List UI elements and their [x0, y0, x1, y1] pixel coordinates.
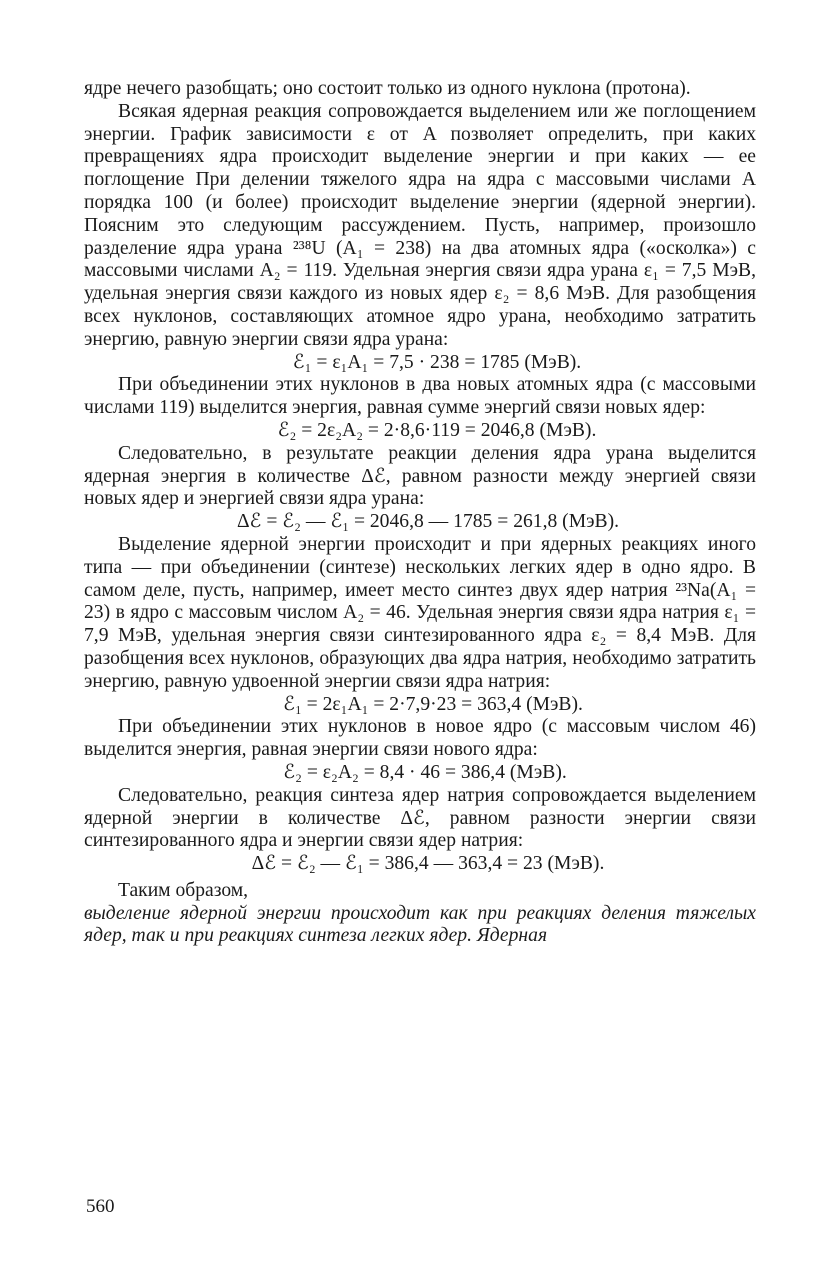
formula-3: Δℰ = ℰ₂ — ℰ₁ = 2046,8 — 1785 = 261,8 (МэВ).: [236, 511, 620, 533]
formula-1: ℰ₁ = ε₁A₁ = 7,5 · 238 = 1785 (МэВ).: [292, 351, 582, 373]
formula-2: ℰ₂ = 2ε₂A₂ = 2·8,6·119 = 2046,8 (МэВ).: [277, 419, 597, 441]
paragraph-3: При объединении этих нуклонов в два новых атомных ядра (с массовыми числами 119) выделится энергия, равная сумме энергий связи новых ядер:: [84, 374, 756, 419]
paragraph-8: Таким образом,: [118, 879, 249, 901]
paragraph-2: Всякая ядерная реакция сопровождается выделением или же поглощением энергии. График зависимости ε от A позволяет определить, при каких превращениях ядра происходит выделение энергии и при каких — ее поглощение При делении тяжелого ядра на ядра с массовыми числами A порядка 100 (и более) происходит выделение энергии (ядерной энергии). Поясним это следующим рассуждением. Пусть, например, произошло разделение ядра урана ²³⁸U (A₁ = 238) на два атомных ядра («осколка») с массовыми числами A₂ = 119. Удельная энергия связи ядра урана ε₁ = 7,5 МэВ, удельная энергия связи каждого из новых ядер ε₂ = 8,6 МэВ. Для разобщения всех нуклонов, составляющих атомное ядро урана, необходимо затратить энергию, равную энергии связи ядра урана:: [84, 100, 756, 350]
formula-6: Δℰ = ℰ₂ — ℰ₁ = 386,4 — 363,4 = 23 (МэВ).: [251, 853, 605, 875]
formula-4: ℰ₁ = 2ε₁A₁ = 2·7,9·23 = 363,4 (МэВ).: [283, 693, 583, 715]
paragraph-6: При объединении этих нуклонов в новое ядро (с массовым числом 46) выделится энергия, равная энергии связи нового ядра:: [84, 716, 756, 761]
conclusion-text: выделение ядерной энергии происходит как при реакциях деления тяжелых ядер, так и при реакциях синтеза легких ядер. Ядерная: [84, 902, 756, 947]
paragraph-4: Следовательно, в результате реакции деления ядра урана выделится ядерная энергия в количестве Δℰ, равном разности между энергией связи новых ядер и энергией связи ядра урана:: [84, 442, 756, 510]
page-number: 560: [86, 1196, 115, 1217]
paragraph-5: Выделение ядерной энергии происходит и при ядерных реакциях иного типа — при объединении (синтезе) нескольких легких ядер в одно ядро. В самом деле, пусть, например, имеет место синтез двух ядер натрия ²³Na(A₁ = 23) в ядро с массовым числом A₂ = 46. Удельная энергия связи ядра натрия ε₁ = 7,9 МэВ, удельная энергия связи синтезированного ядра ε₂ = 8,4 МэВ. Для разобщения всех нуклонов, образующих два ядра натрия, необходимо затратить энергию, равную удвоенной энергии связи ядра натрия:: [84, 533, 756, 692]
formula-5: ℰ₂ = ε₂A₂ = 8,4 · 46 = 386,4 (МэВ).: [283, 761, 567, 783]
paragraph-1: ядре нечего разобщать; оно состоит только из одного нуклона (протона).: [84, 78, 691, 99]
paragraph-7: Следовательно, реакция синтеза ядер натрия сопровождается выделением ядерной энергии в количестве Δℰ, равном разности энергии связи синтезированного ядра и энергии связи ядер натрия:: [84, 784, 756, 852]
page-body: [84, 78, 756, 948]
